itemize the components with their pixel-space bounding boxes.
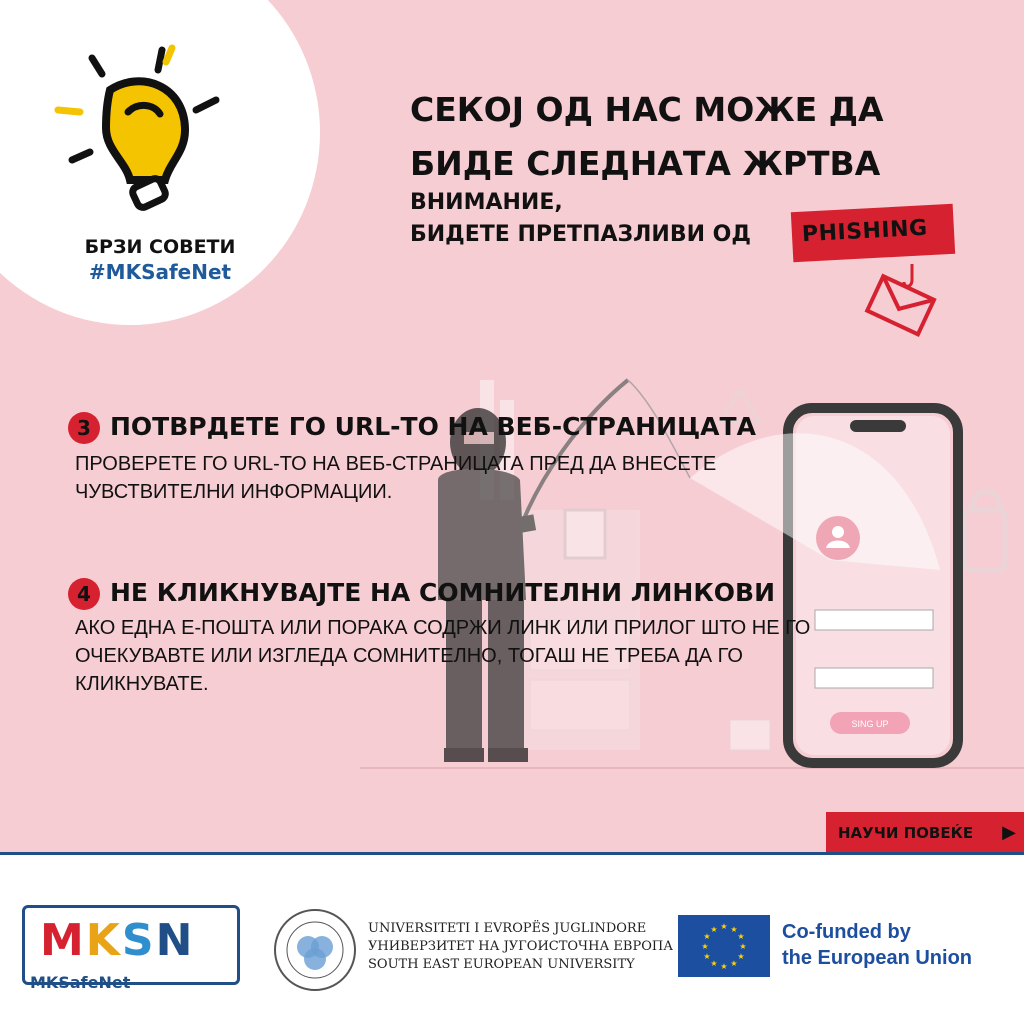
footer bbox=[0, 852, 1024, 1024]
svg-text:★: ★ bbox=[710, 959, 718, 968]
mksn-letter-n: N bbox=[155, 915, 195, 966]
svg-text:★: ★ bbox=[737, 952, 745, 961]
svg-text:★: ★ bbox=[701, 942, 709, 951]
university-name-english: SOUTH EAST EUROPEAN UNIVERSITY bbox=[368, 957, 635, 972]
headline-line-2: БИДЕ СЛЕДНАТА ЖРТВА bbox=[410, 144, 881, 183]
university-name-albanian: UNIVERSITETI I EVROPËS JUGLINDORE bbox=[368, 921, 647, 936]
svg-text:★: ★ bbox=[739, 942, 747, 951]
svg-text:★: ★ bbox=[710, 925, 718, 934]
headline-line-4: БИДЕТЕ ПРЕТПАЗЛИВИ ОД bbox=[410, 222, 751, 247]
eu-cofunded-line-2: the European Union bbox=[782, 947, 972, 969]
chevron-right-icon: ▶ bbox=[1002, 822, 1016, 843]
tips-title: БРЗИ СОВЕТИ bbox=[84, 236, 236, 258]
hashtag-label: #MKSafeNet bbox=[88, 260, 232, 284]
svg-text:★: ★ bbox=[720, 922, 728, 931]
learn-more-label: НАУЧИ ПОВЕЌЕ bbox=[838, 824, 974, 842]
learn-more-button[interactable] bbox=[826, 812, 1024, 854]
university-name-macedonian: УНИВЕРЗИТЕТ НА ЈУГОИСТОЧНА ЕВРОПА bbox=[368, 939, 674, 954]
headline-line-3: ВНИМАНИЕ, bbox=[410, 190, 563, 215]
eu-cofunded-line-1: Co-funded by bbox=[782, 921, 911, 943]
mksn-letter-s: S bbox=[121, 915, 156, 966]
svg-text:★: ★ bbox=[737, 932, 745, 941]
section-3-number: 3 bbox=[68, 412, 100, 444]
mksn-subtitle: MKSafeNet bbox=[30, 973, 131, 992]
mksn-letter-m: M bbox=[40, 915, 86, 966]
mksn-letter-k: K bbox=[85, 915, 122, 966]
svg-text:★: ★ bbox=[730, 925, 738, 934]
eu-flag-icon bbox=[678, 915, 770, 977]
section-4-title: НЕ КЛИКНУВАЈТЕ НА СОМНИТЕЛНИ ЛИНКОВИ bbox=[110, 578, 776, 607]
signup-button-label: SING UP bbox=[851, 719, 889, 729]
section-4-body: АКО ЕДНА Е-ПОШТА ИЛИ ПОРАКА СОДРЖИ ЛИНК ИЛИ ПРИЛОГ ШТО НЕ ГО ОЧЕКУВАВТЕ ИЛИ ИЗГЛЕДА СОМНИТЕЛНО, ТОГАШ НЕ ТРЕБА ДА ГО КЛИКНУВАТЕ. bbox=[75, 617, 811, 695]
phishing-badge-text: PHISHING bbox=[801, 215, 929, 248]
svg-text:★: ★ bbox=[703, 952, 711, 961]
university-seal-icon bbox=[272, 907, 358, 993]
lightbulb-icon bbox=[50, 40, 230, 220]
svg-text:★: ★ bbox=[730, 959, 738, 968]
svg-text:★: ★ bbox=[703, 932, 711, 941]
phishing-envelope-icon bbox=[862, 262, 942, 337]
svg-text:★: ★ bbox=[720, 962, 728, 971]
mksn-logo bbox=[40, 915, 194, 966]
headline-line-1: СЕКОЈ ОД НАС МОЖЕ ДА bbox=[410, 90, 884, 129]
section-3-title: ПОТВРДЕТЕ ГО URL-ТО НА ВЕБ-СТРАНИЦАТА bbox=[110, 412, 756, 441]
section-4-number: 4 bbox=[68, 578, 100, 610]
section-3-body: ПРОВЕРЕТЕ ГО URL-ТО НА ВЕБ-СТРАНИЦАТА ПРЕД ДА ВНЕСЕТЕ ЧУВСТВИТЕЛНИ ИНФОРМАЦИИ. bbox=[75, 453, 717, 503]
